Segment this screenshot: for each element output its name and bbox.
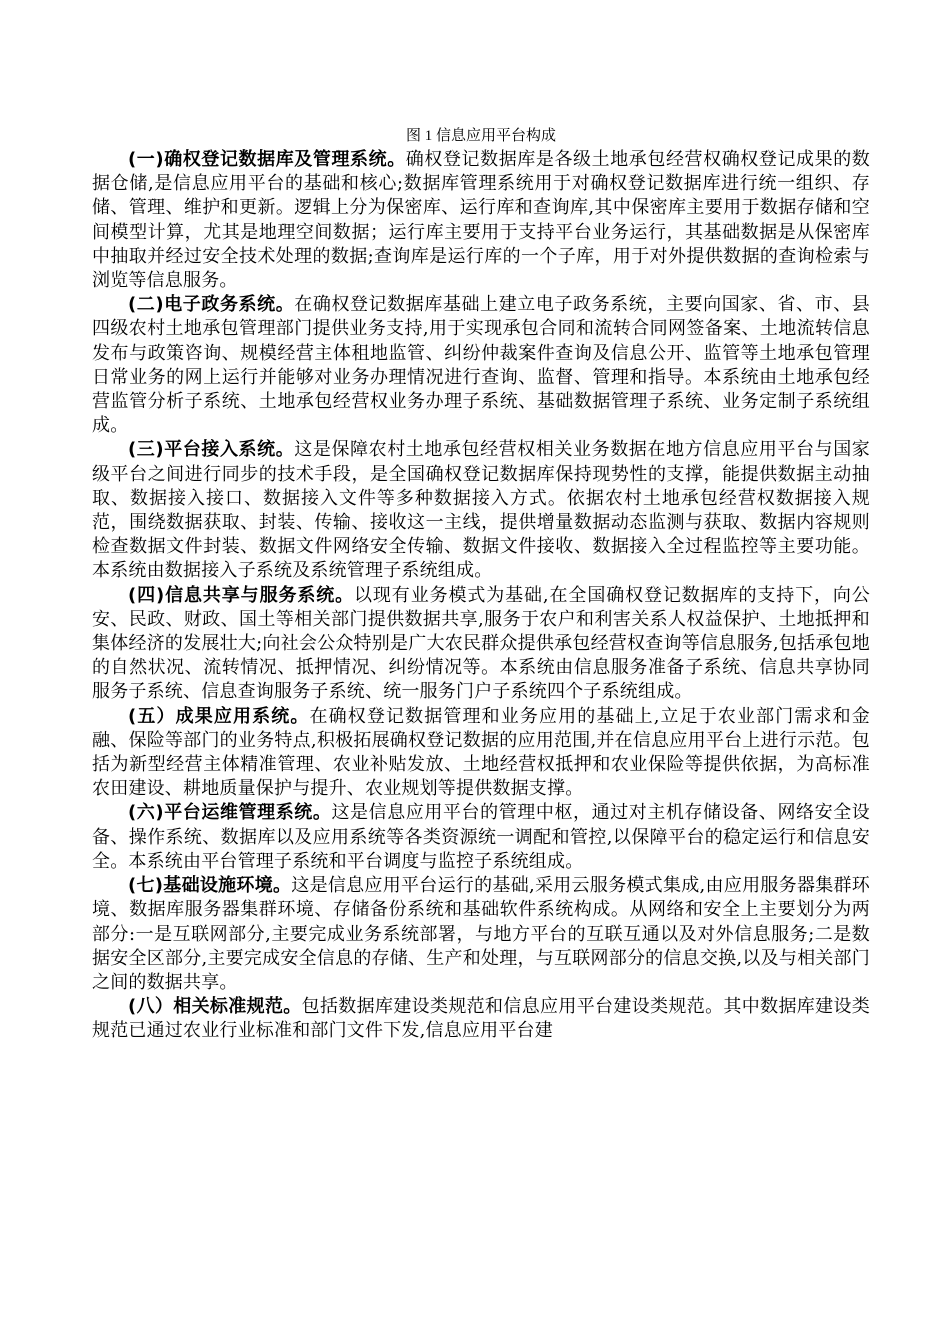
section-8-heading: (八）相关标准规范。	[128, 996, 302, 1018]
section-4-paragraph	[92, 584, 870, 705]
section-6-heading: (六)平台运维管理系统。	[128, 802, 332, 824]
section-2-text: 在确权登记数据库基础上建立电子政务系统，主要向国家、省、市、县四级农村土地承包管理部门提供业务支持,用于实现承包合同和流转合同网签备案、土地流转信息发布与政策咨询、规模经营主体租地监管、纠纷仲裁案件查询及信息公开、监管等土地承包管理日常业务的网上运行并能够对业务办理情况进行查询、监督、管理和指导。本系统由土地承包经营监管分析子系统、土地承包经营权业务办理子系统、基础数据管理子系统、业务定制子系统组成。	[92, 294, 871, 437]
section-6-text: 这是信息应用平台的管理中枢，通过对主机存储设备、网络安全设备、操作系统、数据库以及应用系统等各类资源统一调配和管控,以保障平台的稳定运行和信息安全。本系统由平台管理子系统和平台调度与监控子系统组成。	[92, 802, 871, 872]
section-5-text: 在确权登记数据管理和业务应用的基础上,立足于农业部门需求和金融、保险等部门的业务特点,积极拓展确权登记数据的应用范围,并在信息应用平台上进行示范。包括为新型经营主体精准管理、农业补贴发放、土地经营权抵押和农业保险等提供依据，为高标准农田建设、耕地质量保护与提升、农业规划等提供数据支撑。	[92, 705, 870, 800]
section-3-heading: (三)平台接入系统。	[128, 439, 295, 461]
section-3-text: 这是保障农村土地承包经营权相关业务数据在地方信息应用平台与国家级平台之间进行同步的技术手段，是全国确权登记数据库保持现势性的支撑，能提供数据主动抽取、数据接入接口、数据接入文件等多种数据接入方式。依据农村土地承包经营权数据接入规范，围绕数据获取、封装、传输、接收这一主线，提供增量数据动态监测与获取、数据内容规则检查数据文件封装、数据文件网络安全传输、数据文件接收、数据接入全过程监控等主要功能。本系统由数据接入子系统及系统管理子系统组成。	[92, 439, 871, 582]
section-4-heading: (四)信息共享与服务系统。	[128, 584, 355, 606]
section-7-text: 这是信息应用平台运行的基础,采用云服务模式集成,由应用服务器集群环境、数据库服务器集群环境、存储备份系统和基础软件系统构成。从网络和安全上主要划分为两部分:一是互联网部分,主要完成业务系统部署，与地方平台的互联互通以及对外信息服务;二是数据安全区部分,主要完成安全信息的存储、生产和处理，与互联网部分的信息交换,以及与相关部门之间的数据共享。	[92, 875, 871, 993]
section-2-paragraph	[92, 293, 870, 438]
section-1-text: 确权登记数据库是各级土地承包经营权确权登记成果的数据仓储,是信息应用平台的基础和核心;数据库管理系统用于对确权登记数据库进行统一组织、存储、管理、维护和更新。逻辑上分为保密库、运行库和查询库,其中保密库主要用于数据存储和空间模型计算，尤其是地理空间数据；运行库主要用于支持平台业务运行，其基础数据是从保密库中抽取并经过安全技术处理的数据;查询库是运行库的一个子库，用于对外提供数据的查询检索与浏览等信息服务。	[92, 149, 871, 292]
section-6-paragraph	[92, 801, 870, 874]
section-7-paragraph	[92, 874, 870, 995]
section-2-heading: (二)电子政务系统。	[128, 294, 295, 316]
figure-caption: 图 1 信息应用平台构成	[405, 128, 556, 144]
section-7-heading: (七)基础设施环境。	[128, 875, 292, 897]
section-5-heading: (五）成果应用系统。	[128, 705, 310, 727]
section-3-paragraph	[92, 438, 870, 583]
section-8-paragraph	[92, 995, 870, 1043]
section-8-text: 包括数据库建设类规范和信息应用平台建设类规范。其中数据库建设类规范已通过农业行业标准和部门文件下发,信息应用平台建	[92, 996, 870, 1042]
section-1-paragraph	[92, 148, 870, 293]
section-5-paragraph	[92, 705, 870, 802]
document-page	[92, 126, 870, 1044]
section-1-heading: (一)确权登记数据库及管理系统。	[128, 149, 406, 170]
section-4-text: 以现有业务模式为基础,在全国确权登记数据库的支持下，向公安、民政、财政、国土等相关部门提供数据共享,服务于农户和利害关系人权益保护、土地抵押和集体经济的发展壮大;向社会公众特别是广大农民群众提供承包经营权查询等信息服务,包括承包地的自然状况、流转情况、抵押情况、纠纷情况等。本系统由信息服务准备子系统、信息共享协同服务子系统、信息查询服务子系统、统一服务门户子系统四个子系统组成。	[92, 584, 870, 703]
